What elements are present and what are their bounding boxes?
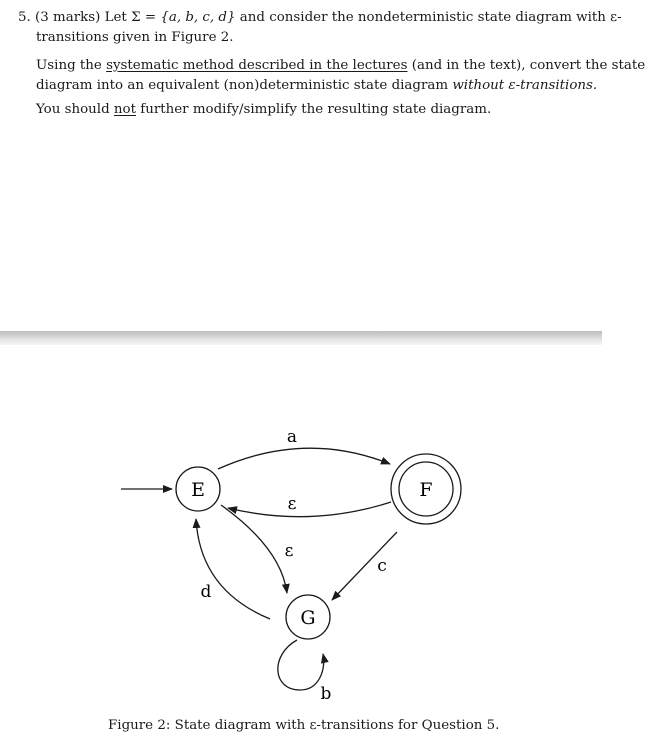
alphabet-set: {a, b, c, d}: [160, 10, 236, 25]
edge-E-to-G-label: ε: [284, 541, 294, 561]
state-F-label: F: [419, 479, 433, 501]
state-G-label: G: [300, 607, 316, 629]
edge-F-to-G-label: c: [377, 556, 387, 576]
without-epsilon-phrase: without ε-transitions.: [452, 78, 598, 93]
edge-G-to-E-label: d: [200, 582, 212, 602]
systematic-method-phrase: systematic method described in the lectures: [106, 58, 408, 73]
edge-G-self-loop-label: b: [320, 684, 332, 704]
edge-F-to-G: [332, 532, 397, 600]
question-number: 5.: [18, 10, 31, 25]
edge-F-to-E: [228, 502, 391, 517]
equals-sign: =: [144, 10, 157, 25]
note-rest: further modify/simplify the resulting state diagram.: [140, 102, 492, 117]
question-intro-line2: transitions given in Figure 2.: [36, 30, 234, 45]
state-E-label: E: [191, 479, 205, 501]
figure-caption: Figure 2: State diagram with ε-transitions for Question 5.: [108, 718, 500, 733]
intro-rest: and consider the nondeterministic state diagram with ε-: [239, 10, 622, 25]
edge-E-to-F-label: a: [286, 427, 298, 447]
edge-E-to-F: [218, 448, 390, 469]
edge-E-to-G: [221, 505, 287, 593]
sigma-symbol: Σ: [131, 10, 141, 25]
state-F: [391, 454, 461, 524]
question-marks: (3 marks): [35, 10, 101, 25]
edge-G-self-loop: [278, 640, 324, 690]
not-emphasis: not: [113, 102, 136, 117]
intro-let: Let: [104, 10, 127, 25]
edge-G-to-E: [196, 519, 270, 619]
instruction-rest: (and in the text), convert the state: [411, 58, 645, 73]
state-E: [176, 467, 220, 511]
instruction-using: Using the: [36, 58, 102, 73]
edge-F-to-E-label: ε: [287, 494, 297, 514]
note-start: You should: [36, 102, 110, 117]
instruction-line2-start: diagram into an equivalent (non)deterministic state diagram: [36, 78, 449, 93]
state-G: [286, 595, 330, 639]
